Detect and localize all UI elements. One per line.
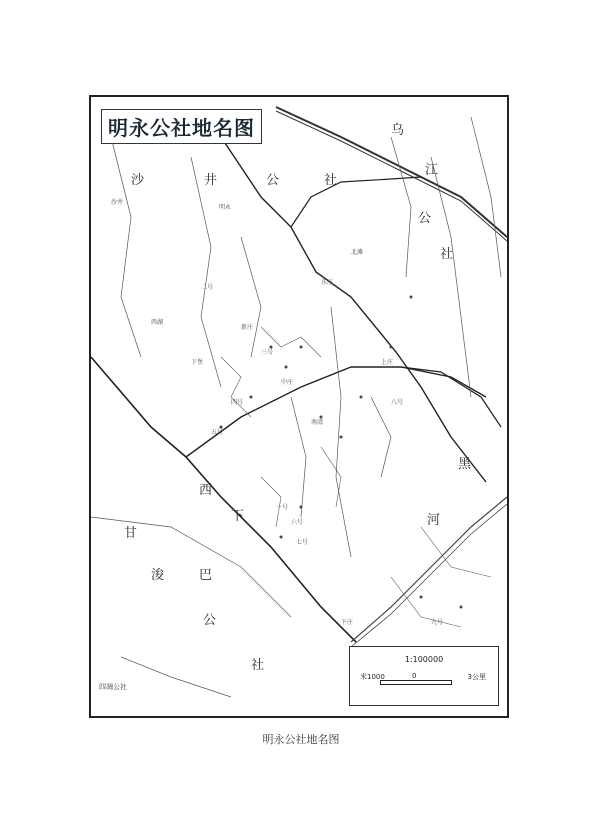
place-label: 四号 (231, 399, 244, 406)
map-lines (91, 97, 507, 716)
place-label: 下庄 (341, 619, 354, 626)
place-label: 北滩 (351, 249, 364, 256)
place-label: 七号 (296, 539, 309, 546)
place-label: 一号 (276, 504, 289, 511)
region-label-sha: 沙 (131, 173, 145, 188)
region-label-gong1: 公 (266, 173, 280, 188)
place-label: 九号 (431, 619, 444, 626)
region-label-she2: 社 (440, 247, 454, 262)
place-label: 六号 (291, 519, 304, 526)
road-main (91, 357, 356, 642)
map-title: 明永公社地名图 (101, 109, 262, 144)
place-label: 东庄 (321, 279, 334, 286)
region-label-gong3: 公 (203, 613, 217, 628)
place-label: 新庄 (241, 324, 254, 331)
region-label-he: 河 (427, 513, 441, 528)
place-label: 上庄 (381, 359, 394, 366)
bottom-left-label: 四凋公社 (99, 683, 127, 691)
region-label-hei: 黑 (458, 457, 472, 472)
place-label: 南湾 (311, 419, 324, 426)
region-label-jiang: 江 (425, 163, 439, 178)
region-label-gong2: 公 (418, 211, 432, 226)
place-label: 明永 (219, 204, 232, 211)
place-label: 八号 (391, 399, 404, 406)
scale-left-label: 米1000 (360, 673, 385, 681)
scale-legend (349, 646, 499, 706)
road-east (186, 367, 486, 457)
region-label-gan: 甘 (124, 526, 138, 541)
figure-caption: 明永公社地名图 (262, 733, 340, 746)
scale-ratio: 1:100000 (404, 655, 444, 664)
place-label: 中庄 (281, 379, 294, 386)
map-frame (89, 95, 509, 718)
scale-zero-label: 0 (412, 672, 417, 680)
region-label-she1: 社 (324, 173, 338, 188)
region-label-she3: 社 (251, 658, 265, 673)
place-label: 五号 (211, 429, 224, 436)
place-label: 西湖 (151, 319, 164, 326)
region-label-jing: 井 (204, 173, 218, 188)
region-label-wu: 乌 (391, 123, 405, 138)
road-north (291, 177, 421, 227)
region-label-xi: 西 (199, 483, 213, 498)
place-label: 下堡 (191, 359, 204, 366)
scale-right-label: 3公里 (467, 673, 486, 681)
region-label-ba: 巴 (199, 568, 213, 583)
place-label: 二号 (201, 284, 214, 291)
scale-bar (380, 680, 452, 685)
place-label: 三号 (261, 349, 274, 356)
place-label: 沙井 (111, 199, 124, 206)
region-label-xia: 下 (231, 509, 245, 524)
region-label-jun: 浚 (151, 568, 165, 583)
